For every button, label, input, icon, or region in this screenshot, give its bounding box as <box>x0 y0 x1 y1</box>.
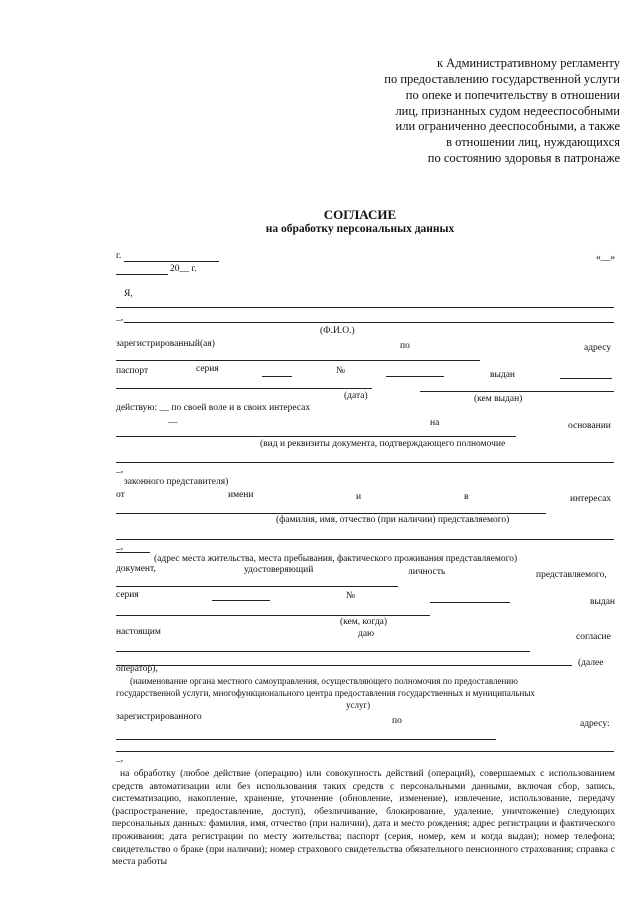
address-field-1[interactable] <box>116 360 480 361</box>
interests-label: интересах <box>570 494 612 504</box>
header-line-5: или ограниченно дееспособными, а также <box>395 119 620 133</box>
rep-issuer-field[interactable] <box>116 615 430 616</box>
operator-field-1[interactable] <box>116 651 530 652</box>
passport-label: паспорт <box>116 366 149 376</box>
i-label: и <box>356 492 362 502</box>
basis-label: основании <box>568 421 611 431</box>
ya-label: Я, <box>124 289 133 299</box>
operator-label: оператор), <box>116 664 158 674</box>
rep-number-field[interactable] <box>430 602 510 603</box>
kem-kogda-label: (кем, когда) <box>340 617 388 627</box>
header-line-6: в отношении лиц, нуждающихся <box>446 135 620 149</box>
acting-dash: — <box>168 418 178 428</box>
issued-field-1[interactable] <box>560 378 612 379</box>
city-prefix: г. <box>116 251 122 261</box>
po-2: по <box>392 716 402 726</box>
document-label: документ, <box>116 564 156 574</box>
dalee-label: (далее <box>578 658 604 668</box>
address-1: адресу <box>584 343 612 353</box>
kem-vydan-label: (кем выдан) <box>474 394 523 404</box>
ot-label: от <box>116 490 125 500</box>
address-2: адресу: <box>580 719 610 729</box>
dayu-label: даю <box>358 629 375 639</box>
number-sign-2: № <box>346 591 356 601</box>
header-line-1: к Административному регламенту <box>436 56 620 70</box>
number-sign-1: № <box>336 366 346 376</box>
city-field[interactable] <box>124 261 219 262</box>
header-line-7: по состоянию здоровья в патронаже <box>427 151 620 165</box>
consent-text: на обработку (любое действие (операцию) или совокупность действий (операций), совершаемых с использованием средств автоматизации или без использования таких средств с персональными данными, включая сбор, запись, систематизацию, накопление, хранение, уточнение (обновление, изменение), извлечение, использование, передачу (распространение, предоставление, доступ), обезличивание, блокирование, удаление, уничтожение) следующих персональных данных: фамилия, имя, отчество (при наличии), дата и место рождения; адрес регистрации и фактического проживания; дата регистрации по месту жительства; паспорт (серия, номер, кем и когда выдан); номер телефона; свидетельство о браке (при наличии); номер страхового свидетельства обязательного пенсионного страхования; справка с места работы <box>112 768 615 868</box>
organ-label-1: (наименование органа местного самоуправления, осуществляющего полномочия по предоставлению <box>130 676 518 686</box>
date-quote: «__» <box>596 253 615 263</box>
comma-4: _, <box>116 754 124 764</box>
comma-1: _, <box>116 313 124 323</box>
comma-3: _, <box>116 542 124 552</box>
na-label: на <box>430 418 440 428</box>
year-text: 20__ г. <box>170 264 197 274</box>
doc-label: (вид и реквизиты документа, подтверждающего полномочие <box>260 439 506 449</box>
soglasie-label: согласие <box>576 632 611 642</box>
rep-address-field-1[interactable] <box>116 539 614 540</box>
imeni-label: имени <box>228 490 254 500</box>
registered-2-label: зарегистрированного <box>116 712 202 722</box>
issued-1: выдан <box>490 370 516 380</box>
operator-address-field-1[interactable] <box>116 739 496 740</box>
nastoyashim-label: настоящим <box>116 627 161 637</box>
v-label: в <box>464 492 469 502</box>
rep-address-field-2[interactable] <box>116 552 150 553</box>
header-line-4: лиц, признанных судом недееспособными <box>395 104 620 118</box>
passport-number-field[interactable] <box>386 376 444 377</box>
seriya-2: серия <box>116 590 139 600</box>
organ-label-3: услуг) <box>346 700 371 710</box>
basis-field-2[interactable] <box>116 462 614 463</box>
header-line-2: по предоставлению государственной услуги <box>384 72 620 86</box>
lichnost-label: личность <box>408 567 446 577</box>
po-1: по <box>400 341 410 351</box>
document-subtitle: на обработку персональных данных <box>265 223 455 235</box>
passport-series-field[interactable] <box>262 376 292 377</box>
seriya-1: серия <box>196 364 219 374</box>
passport-issuer-field[interactable] <box>420 391 614 392</box>
registered-label: зарегистрированный(ая) <box>116 339 215 349</box>
fio-label: (Ф.И.О.) <box>320 326 355 336</box>
comma-2: _, <box>116 465 124 475</box>
document-title: СОГЛАСИЕ <box>323 207 397 222</box>
organ-label-2: государственной услуги, многофункционального центра предоставления государственных и муниципальных <box>116 688 535 698</box>
day-month-field[interactable] <box>116 274 168 275</box>
rep-fio-field[interactable] <box>116 513 546 514</box>
rep-series-field[interactable] <box>212 600 270 601</box>
fio-field-line-2[interactable] <box>124 322 614 323</box>
operator-address-field-2[interactable] <box>116 751 614 752</box>
fio-rep-label: (фамилия, имя, отчество (при наличии) представляемого) <box>276 515 510 525</box>
address-rep-label: (адрес места жительства, места пребывания, фактического проживания представляемого) <box>154 554 518 564</box>
legal-rep-label: законного представителя) <box>124 477 229 487</box>
basis-field-1[interactable] <box>116 436 516 437</box>
predstavl-label: представляемого, <box>536 570 607 580</box>
acting-label: действую: __ по своей воле и в своих интересах <box>116 403 311 413</box>
issued-2: выдан <box>590 597 616 607</box>
date-label: (дата) <box>344 391 368 401</box>
fio-field-line-1[interactable] <box>116 307 614 308</box>
passport-date-field[interactable] <box>116 388 372 389</box>
header-line-3: по опеке и попечительству в отношении <box>405 88 620 102</box>
consent-paragraph <box>112 768 615 869</box>
udostov-label: удостоверяющий <box>244 565 314 575</box>
document-field[interactable] <box>116 586 398 587</box>
operator-field-2[interactable] <box>116 665 572 666</box>
